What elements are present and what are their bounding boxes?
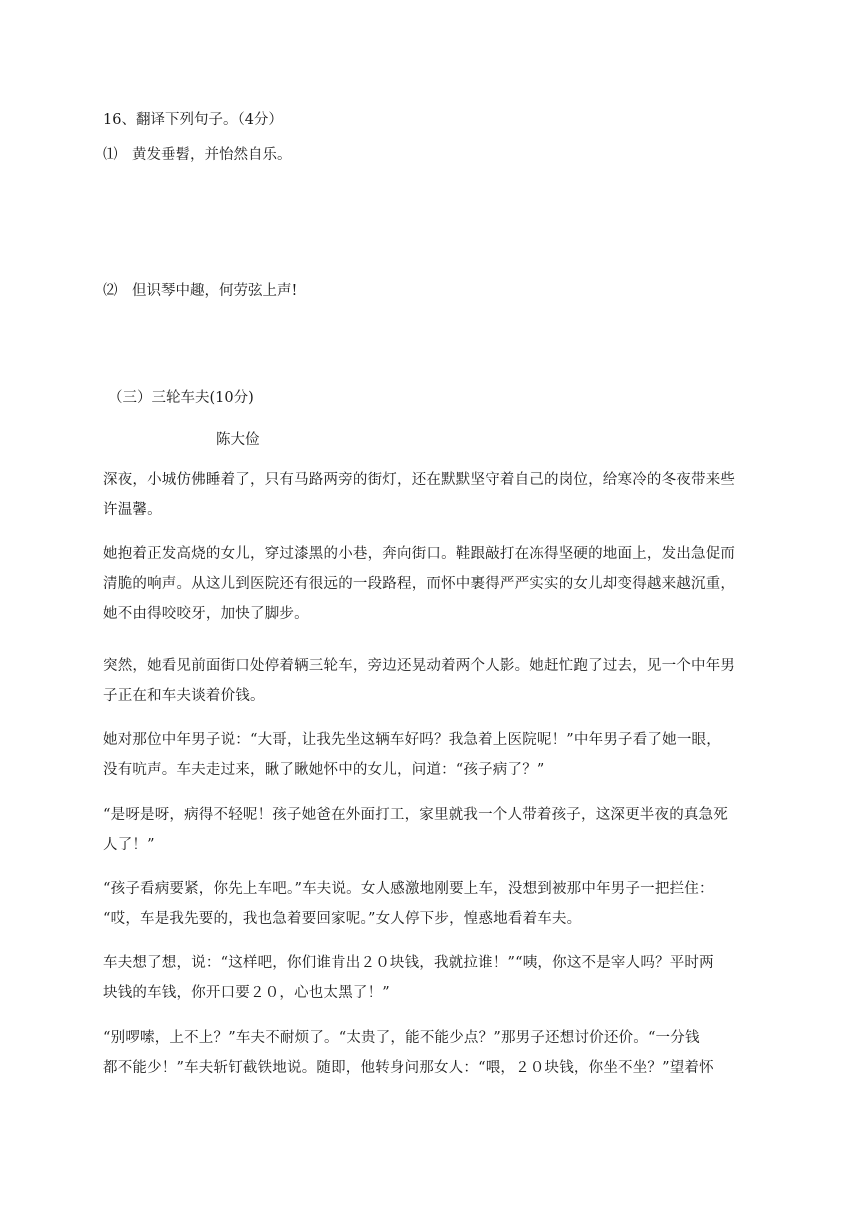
paragraph-line: 她对那位中年男子说：“大哥，让我先坐这辆车好吗？我急着上医院呢！”中年男子看了她一眼， [103, 732, 721, 748]
question-16-item-1: ⑴ 黄发垂髫，并怡然自乐。 [103, 147, 292, 163]
paragraph-line: 车夫想了想，说：“这样吧，你们谁肯出２０块钱，我就拉谁！”“咦，你这不是宰人吗？平时两 [103, 955, 714, 971]
paragraph-8 [103, 1028, 763, 1088]
paragraph-line: 她抱着正发高烧的女儿，穿过漆黑的小巷，奔向街口。鞋跟敲打在冻得坚硬的地面上，发出急促而 [103, 546, 736, 562]
question-16-heading: 16、翻译下列句子。（4分） [103, 112, 283, 128]
paragraph-1 [103, 470, 763, 530]
paragraph-line: 人了！” [103, 837, 155, 853]
paragraph-line: 许温馨。 [103, 502, 162, 518]
paragraph-line: 她不由得咬咬牙，加快了脚步。 [103, 606, 309, 622]
paragraph-line: 清脆的响声。从这儿到医院还有很远的一段路程，而怀中裹得严严实实的女儿却变得越来越沉重， [103, 576, 736, 592]
question-16-item-2: ⑵ 但识琴中趣，何劳弦上声! [103, 283, 298, 299]
paragraph-line: “别啰嗦，上不上？”车夫不耐烦了。“太贵了，能不能少点？”那男子还想讨价还价。“一分钱 [103, 1030, 700, 1046]
paragraph-7 [103, 953, 763, 1013]
paragraph-line: 子正在和车夫谈着价钱。 [103, 688, 265, 704]
section-3-title: （三）三轮车夫(10分) [108, 390, 254, 406]
paragraph-5 [103, 805, 763, 865]
paragraph-line: 块钱的车钱，你开口要２０，心也太黑了！” [103, 985, 390, 1001]
article-author: 陈大俭 [216, 432, 260, 448]
paragraph-line: “是呀是呀，病得不轻呢！孩子她爸在外面打工，家里就我一个人带着孩子，这深更半夜的真急死 [103, 807, 729, 823]
paragraph-line: 都不能少！”车夫斩钉截铁地说。随即，他转身问那女人：“喂，２０块钱，你坐不坐？”望着怀 [103, 1060, 714, 1076]
paragraph-line: 没有吭声。车夫走过来，瞅了瞅她怀中的女儿，问道：“孩子病了？” [103, 762, 545, 778]
paragraph-line: 突然，她看见前面街口处停着辆三轮车，旁边还晃动着两个人影。她赶忙跑了过去，见一个中年男 [103, 658, 736, 674]
paragraph-line: 深夜，小城仿佛睡着了，只有马路两旁的街灯，还在默默坚守着自己的岗位，给寒冷的冬夜带来些 [103, 472, 736, 488]
paragraph-3 [103, 656, 763, 716]
paragraph-line: “孩子看病要紧，你先上车吧。”车夫说。女人感激地刚要上车，没想到被那中年男子一把拦住： [103, 881, 714, 897]
paragraph-6 [103, 879, 763, 939]
paragraph-4 [103, 730, 763, 790]
paragraph-line: “哎，车是我先要的，我也急着要回家呢。”女人停下步，惶惑地看着车夫。 [103, 911, 582, 927]
paragraph-2 [103, 544, 763, 634]
